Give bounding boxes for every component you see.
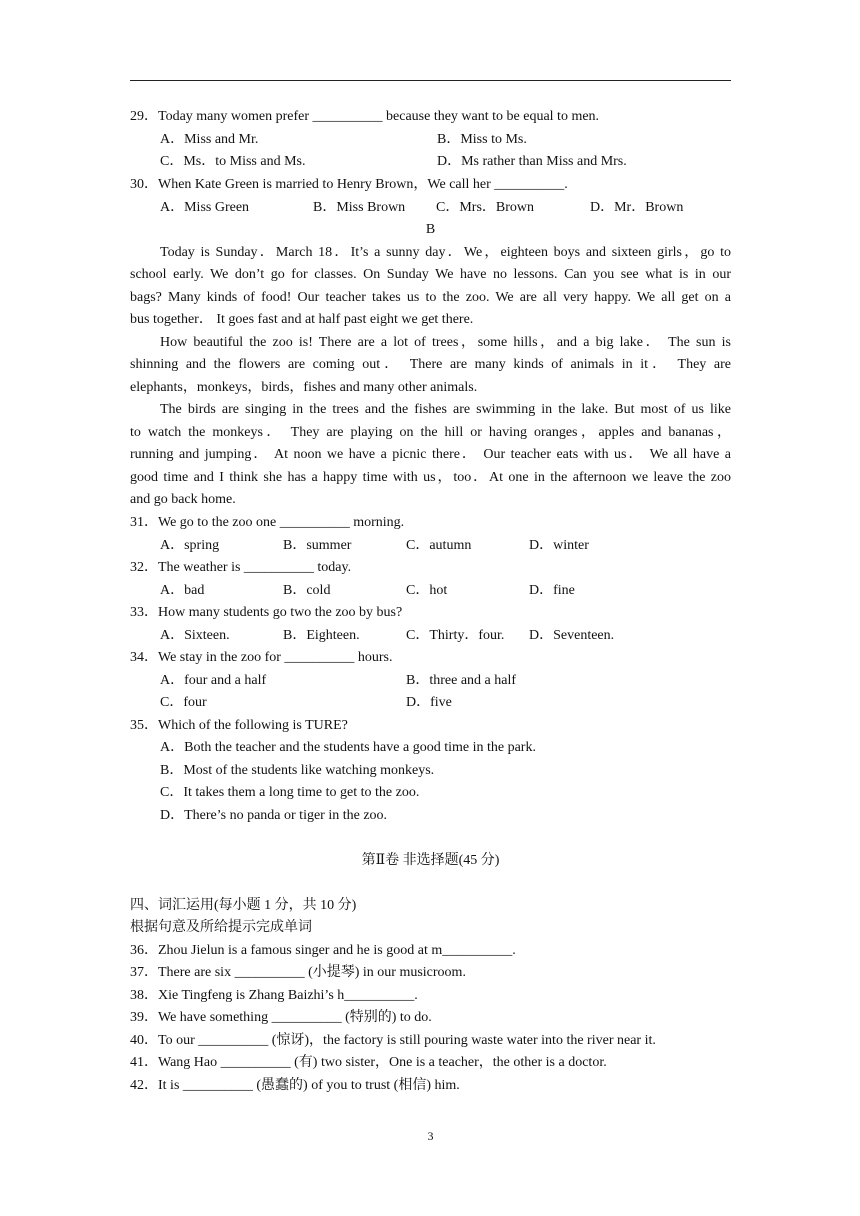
- part-2-title: 第Ⅱ卷 非选择题(45 分): [361, 853, 500, 868]
- vocab-item-39: 39．We have something __________ (特别的) to do.: [130, 1010, 432, 1025]
- passage-line: The birds are singing in the trees and the fishes are swimming in the lake. But most of us like: [160, 402, 731, 417]
- passage-line: and go back home.: [130, 492, 236, 507]
- q29-option-c: C．Ms．to Miss and Ms.: [160, 154, 306, 169]
- vocab-item-36: 36．Zhou Jielun is a famous singer and he is good at m__________.: [130, 943, 516, 958]
- q30-option-d: D．Mr．Brown: [590, 200, 684, 215]
- q33-option-b: B．Eighteen.: [283, 628, 360, 643]
- vocab-heading: 四、词汇运用(每小题 1 分，共 10 分): [130, 898, 357, 913]
- q32-option-a: A．bad: [160, 583, 205, 598]
- question-31: 31．We go to the zoo one __________ morning.: [130, 515, 405, 530]
- q34-option-b: B．three and a half: [406, 673, 517, 688]
- passage-line: good time and I think she has a happy time with us，too．At one in the afternoon we leave the zoo: [130, 470, 731, 485]
- q31-option-b: B．summer: [283, 538, 352, 553]
- vocab-item-38: 38．Xie Tingfeng is Zhang Baizhi’s h__________.: [130, 988, 418, 1003]
- passage-line: shinning and the flowers are coming out． There are many kinds of animals in it． They are: [130, 357, 731, 372]
- question-29: 29．Today many women prefer __________ because they want to be equal to men.: [130, 109, 600, 124]
- vocab-item-41: 41．Wang Hao __________ (有) two sister，One is a teacher，the other is a doctor.: [130, 1055, 607, 1070]
- q29-option-b: B．Miss to Ms.: [437, 132, 527, 147]
- q31-option-c: C．autumn: [406, 538, 472, 553]
- q33-option-a: A．Sixteen.: [160, 628, 230, 643]
- vocab-instruction: 根据句意及所给提示完成单词: [130, 920, 312, 935]
- q29-option-a: A．Miss and Mr.: [160, 132, 259, 147]
- question-35: 35．Which of the following is TURE?: [130, 718, 348, 733]
- passage-line: bus together． It goes fast and at half past eight we get there.: [130, 312, 474, 327]
- q34-option-c: C．four: [160, 695, 207, 710]
- q29-option-d: D．Ms rather than Miss and Mrs.: [437, 154, 627, 169]
- page-number: 3: [427, 1129, 434, 1143]
- passage-line: elephants，monkeys，birds，fishes and many other animals.: [130, 380, 478, 395]
- q34-option-d: D．five: [406, 695, 452, 710]
- q32-option-d: D．fine: [529, 583, 575, 598]
- question-30: 30．When Kate Green is married to Henry Brown，We call her __________.: [130, 177, 568, 192]
- question-33: 33．How many students go two the zoo by bus?: [130, 605, 403, 620]
- passage-line: running and jumping． At noon we have a picnic there． Our teacher eats with us． We all have a: [130, 447, 731, 462]
- q33-option-c: C．Thirty．four.: [406, 628, 505, 643]
- vocab-item-40: 40．To our __________ (惊讶)，the factory is still pouring waste water into the river near it.: [130, 1033, 656, 1048]
- passage-line: school early. We don’t go for classes. On Sunday We have no lessons. Can you see what is in our: [130, 267, 731, 282]
- passage-line: bags? Many kinds of food! Our teacher takes us to the zoo. We are all very happy. We all get on a: [130, 290, 731, 305]
- vocab-item-42: 42．It is __________ (愚蠢的) of you to trust (相信) him.: [130, 1078, 460, 1093]
- q35-option-c: C．It takes them a long time to get to the zoo.: [160, 785, 420, 800]
- q35-option-a: A．Both the teacher and the students have a good time in the park.: [160, 740, 536, 755]
- passage-line: to watch the monkeys． They are playing on the hill or having oranges，apples and bananas，: [130, 425, 731, 440]
- q33-option-d: D．Seventeen.: [529, 628, 615, 643]
- section-b-label: B: [425, 222, 436, 237]
- passage-line: How beautiful the zoo is! There are a lot of trees，some hills，and a big lake． The sun is: [160, 335, 731, 350]
- passage-line: Today is Sunday．March 18．It’s a sunny day．We，eighteen boys and sixteen girls，go to: [160, 245, 731, 260]
- question-32: 32．The weather is __________ today.: [130, 560, 352, 575]
- vocab-item-37: 37．There are six __________ (小提琴) in our musicroom.: [130, 965, 466, 980]
- q31-option-a: A．spring: [160, 538, 220, 553]
- q30-option-c: C．Mrs．Brown: [436, 200, 535, 215]
- q35-option-d: D．There’s no panda or tiger in the zoo.: [160, 808, 388, 823]
- q30-option-a: A．Miss Green: [160, 200, 250, 215]
- q31-option-d: D．winter: [529, 538, 589, 553]
- question-34: 34．We stay in the zoo for __________ hours.: [130, 650, 393, 665]
- q30-option-b: B．Miss Brown: [313, 200, 406, 215]
- q35-option-b: B．Most of the students like watching monkeys.: [160, 763, 435, 778]
- q34-option-a: A．four and a half: [160, 673, 267, 688]
- q32-option-b: B．cold: [283, 583, 331, 598]
- q32-option-c: C．hot: [406, 583, 448, 598]
- header-rule: [130, 80, 731, 81]
